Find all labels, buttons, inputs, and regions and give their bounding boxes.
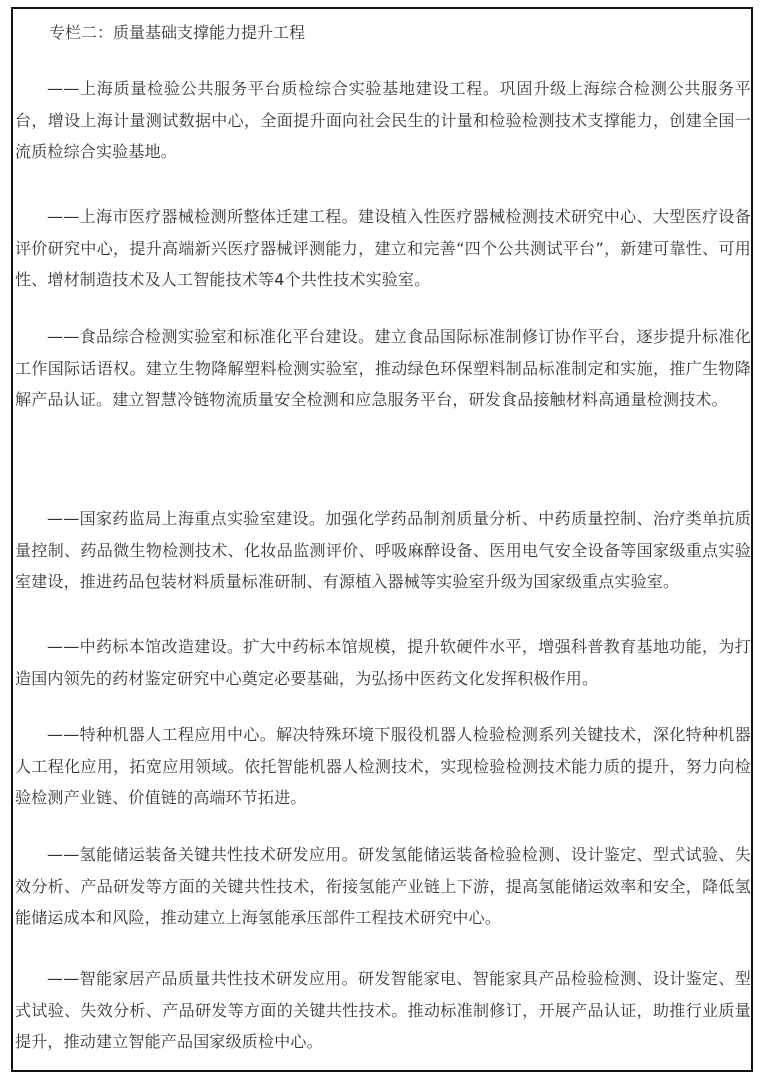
paragraph-medical-device-institute: ——上海市医疗器械检测所整体迁建工程。建设植入性医疗器械检测技术研究中心、大型医疗设备评价研究中心，提升高端新兴医疗器械评测能力，建立和完善“四个公共测试平台”，新建可靠性、可用性、增材制造技术及人工智能技术等4个共性技术实验室。 (15, 207, 751, 289)
paragraph-smart-home: ——智能家居产品质量共性技术研发应用。研发智能家电、智能家具产品检验检测、设计鉴定、型式试验、失效分析、产品研发等方面的关键共性技术。推动标准制修订，开展产品认证，助推行业质量提升，推动建立智能产品国家级质检中心。 (15, 969, 751, 1051)
paragraph-food-testing-lab: ——食品综合检测实验室和标准化平台建设。建立食品国际标准制修订协作平台，逐步提升标准化工作国际话语权。建立生物降解塑料检测实验室，推动绿色环保塑料制品标准制定和实施，推广生物降解产品认证。建立智慧冷链物流质量安全检测和应急服务平台，研发食品接触材料高通量检测技术。 (15, 327, 751, 409)
column-box (11, 7, 753, 1072)
paragraph-quality-inspection-base: ——上海质量检验公共服务平台质检综合实验基地建设工程。巩固升级上海综合检测公共服务平台，增设上海计量测试数据中心，全面提升面向社会民生的计量和检验检测技术支撑能力，创建全国一流质检综合实验基地。 (15, 79, 751, 161)
paragraph-special-robot-center: ——特种机器人工程应用中心。解决特殊环境下服役机器人检验检测系列关键技术，深化特种机器人工程化应用，拓宽应用领域。依托智能机器人检测技术，实现检验检测技术能力质的提升，努力向检验检测产业链、价值链的高端环节拓进。 (15, 725, 751, 807)
paragraph-tcm-specimen-museum: ——中药标本馆改造建设。扩大中药标本馆规模，提升软硬件水平，增强科普教育基地功能，为打造国内领先的药材鉴定研究中心奠定必要基础，为弘扬中医药文化发挥积极作用。 (15, 637, 751, 688)
paragraph-drug-key-labs: ——国家药监局上海重点实验室建设。加强化学药品制剂质量分析、中药质量控制、治疗类单抗质量控制、药品微生物检测技术、化妆品监测评价、呼吸麻醉设备、医用电气安全设备等国家级重点实验室建设，推进药品包装材料质量标准研制、有源植入器械等实验室升级为国家级重点实验室。 (15, 509, 751, 591)
column-title: 专栏二：质量基础支撑能力提升工程 (49, 23, 306, 42)
paragraph-hydrogen-storage: ——氢能储运装备关键共性技术研发应用。研发氢能储运装备检验检测、设计鉴定、型式试验、失效分析、产品研发等方面的关键共性技术，衔接氢能产业链上下游，提高氢能储运效率和安全，降低氢能储运成本和风险，推动建立上海氢能承压部件工程技术研究中心。 (15, 845, 751, 927)
